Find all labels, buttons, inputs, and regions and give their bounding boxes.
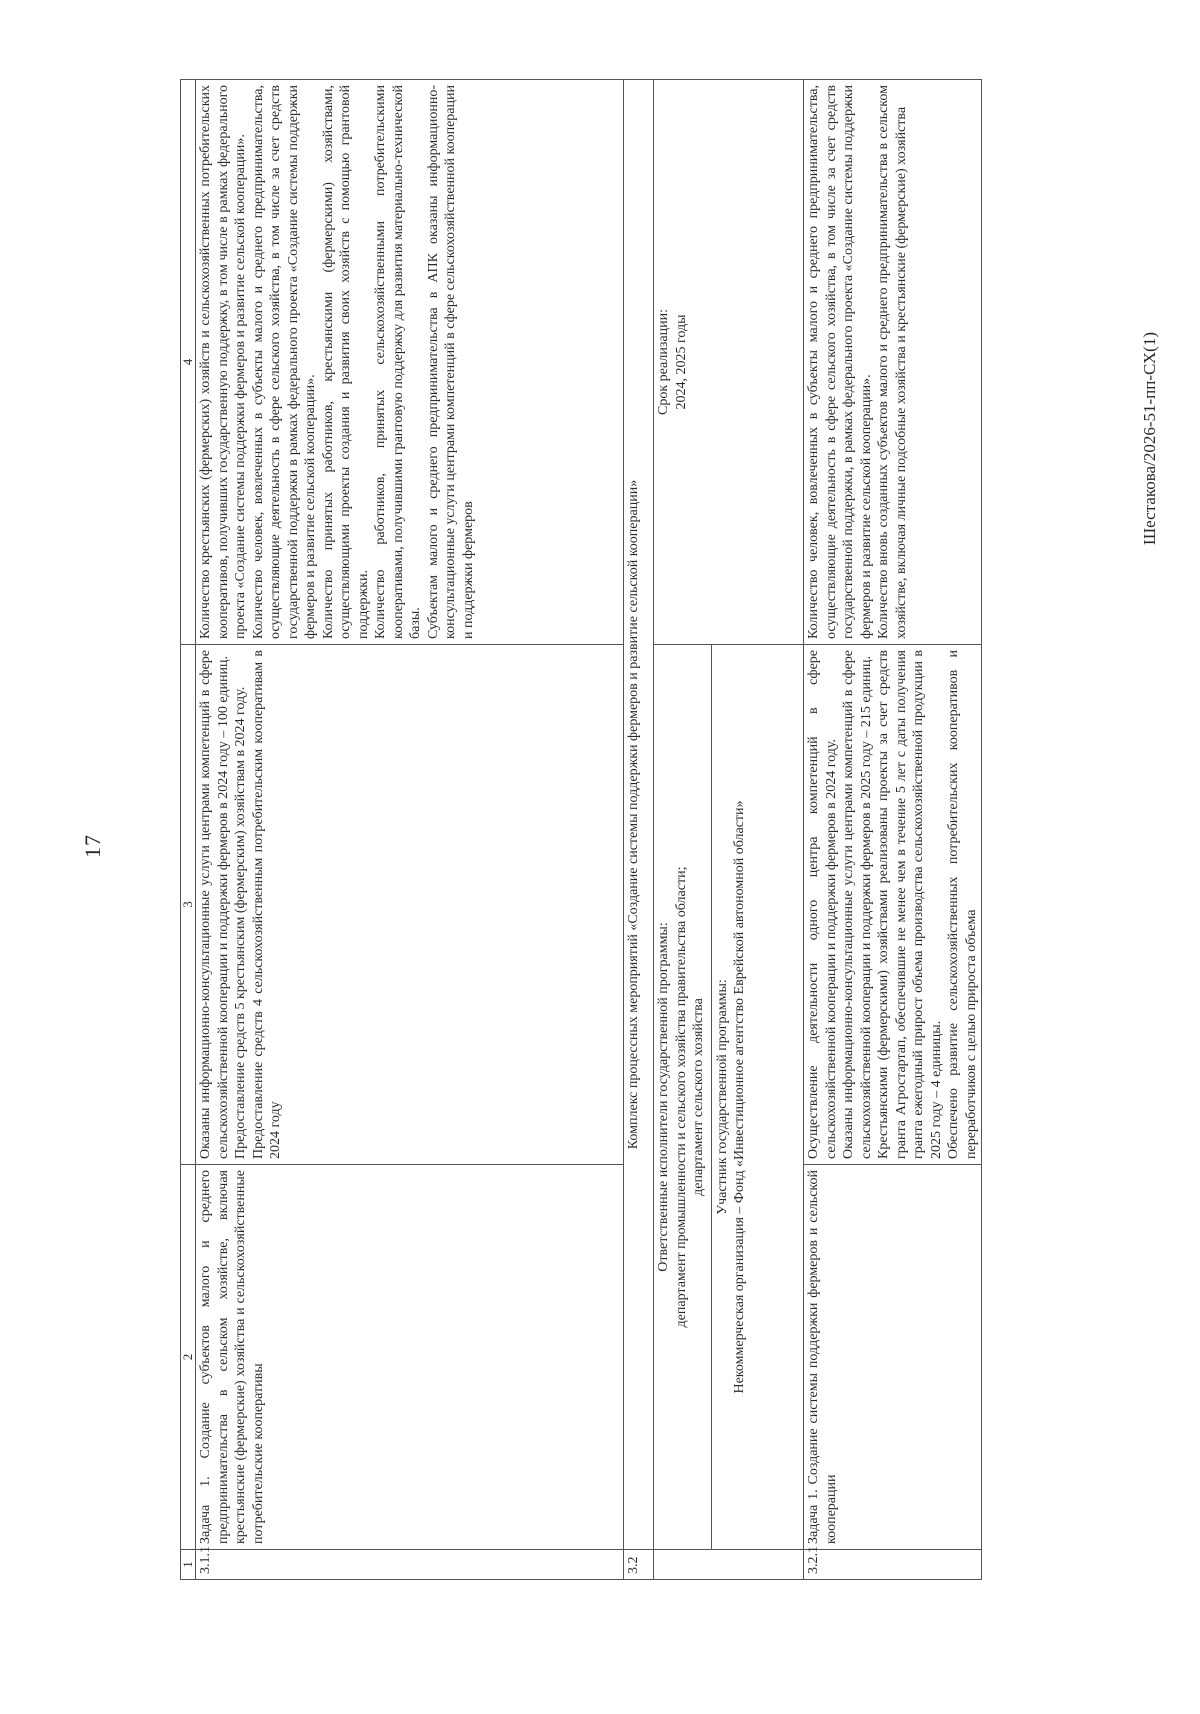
column-header-1: 1 bbox=[181, 1550, 196, 1580]
period-value: 2024, 2025 годы bbox=[673, 314, 689, 410]
responsible-dept-2: департамент сельского хозяйства bbox=[691, 998, 706, 1196]
row-number: 3.2.1 bbox=[804, 1550, 982, 1580]
responsible-label: Ответственные исполнители государственной программы: bbox=[656, 922, 671, 1272]
task-text: Задача 1. Создание системы поддержки фермеров и сельской кооперации bbox=[806, 1170, 839, 1544]
row-number: 3.1.1 bbox=[196, 1550, 624, 1580]
table-row-responsible bbox=[654, 80, 804, 1580]
responsible-dept-1: департамент промышленности и сельского хозяйства правительства области; bbox=[673, 866, 689, 1328]
result-item: Оказаны информационно-консультационные услуги центрами компетенций в сфере сельскохозяйственной кооперации и поддержки фермеров в 2024 году – 100 единиц. bbox=[198, 650, 231, 1159]
indicator-item: Количество работников, принятых сельскохозяйственными потребительскими кооперативами, получившими грантовую поддержку для развития материально-технической базы. bbox=[373, 85, 423, 639]
result-item: Оказаны информационно-консультационные услуги центрами компетенций в сфере сельскохозяйственной кооперации и поддержки фермеров в 2025 году – 215 единиц. bbox=[841, 650, 874, 1159]
task-cell bbox=[196, 1165, 624, 1550]
indicators-cell bbox=[196, 80, 624, 645]
complex-title: Комплекс процессных мероприятий «Создание системы поддержки фермеров и развитие сельской кооперации» bbox=[624, 80, 654, 1550]
results-cell bbox=[196, 645, 624, 1165]
period-label: Срок реализации: bbox=[656, 309, 671, 415]
divider bbox=[711, 645, 712, 1549]
indicator-item: Количество человек, вовлеченных в субъекты малого и среднего предпринимательства, осуществляющие деятельность в сфере сельского хозяйства, в том числе за счет средств государственной поддержки в рамках федерального проекта «Создание системы поддержки фермеров и развитие сельской кооперации». bbox=[250, 85, 318, 639]
indicator-item: Количество крестьянских (фермерских) хозяйств и сельскохозяйственных потребительских кооперативов, получивших государственную поддержку, в том числе в рамках федерального проекта «Создание системы поддержки фермеров и развитие сельской кооперации». bbox=[198, 85, 248, 639]
indicators-cell bbox=[804, 80, 982, 645]
column-header-2: 2 bbox=[181, 1165, 196, 1550]
empty-cell bbox=[654, 1550, 804, 1580]
row-number: 3.2 bbox=[624, 1550, 654, 1580]
table-row-3-2 bbox=[624, 80, 654, 1580]
column-header-4: 4 bbox=[181, 80, 196, 645]
indicator-item: Количество человек, вовлеченных в субъекты малого и среднего предпринимательства, осуществляющие деятельность в сфере сельского хозяйства, в том числе за счет средств государственной поддержки, в рамках федерального проекта «Создание системы поддержки фермеров и развитие сельской кооперации». bbox=[806, 85, 874, 639]
participant-label: Участник государственной программы: bbox=[714, 979, 730, 1215]
column-header-3: 3 bbox=[181, 645, 196, 1165]
result-item: Обеспечено развитие сельскохозяйственных потребительских кооперативов и переработчиков с целью прироста объема bbox=[946, 650, 979, 1159]
period-cell bbox=[654, 80, 804, 645]
result-item: Крестьянскими (фермерскими) хозяйствами реализованы проекты за счет средств гранта Агростартап, обеспечившие не менее чем в течение 5 лет с даты получения гранта ежегодный прирост объема производства сельскохозяйственной продукции в 2025 году – 4 единицы. bbox=[876, 650, 944, 1159]
document-code: Шестакова/2026-51-пп-СХ(1) bbox=[1140, 332, 1159, 545]
table-row-3-1-1 bbox=[196, 80, 624, 1580]
task-cell bbox=[804, 1165, 982, 1550]
task-text: Задача 1. Создание субъектов малого и среднего предпринимательства в сельском хозяйстве, включая крестьянские (фермерские) хозяйства и сельскохозяйственные потребительские кооперативы bbox=[198, 1170, 266, 1544]
result-item: Предоставление средств 5 крестьянским (фермерским) хозяйствам в 2024 году. bbox=[233, 686, 248, 1159]
results-cell bbox=[804, 645, 982, 1165]
responsible-cell bbox=[654, 645, 804, 1550]
result-item: Осуществление деятельности одного центра компетенций в сфере сельскохозяйственной кооперации и поддержки фермеров в 2024 году. bbox=[806, 650, 839, 1159]
indicator-item: Количество вновь созданных субъектов малого и среднего предпринимательства в сельском хозяйстве, включая личные подсобные хозяйства и крестьянские (фермерские) хозяйства bbox=[876, 85, 909, 639]
rotated-table-wrapper bbox=[180, 80, 1055, 1580]
indicator-item: Субъектам малого и среднего предпринимательства в АПК оказаны информационно-консультационные услуги центрами компетенций в сфере сельскохозяйственной кооперации и поддержки фермеров bbox=[425, 85, 476, 639]
program-table bbox=[180, 79, 982, 1580]
table-row-3-2-1 bbox=[804, 80, 982, 1580]
page-number: 17 bbox=[80, 834, 105, 858]
column-number-row bbox=[181, 80, 196, 1580]
participant-name: Некоммерческая организация – Фонд «Инвестиционное агентство Еврейской автономной области» bbox=[732, 800, 747, 1394]
result-item: Предоставление средств 4 сельскохозяйственным потребительским кооперативам в 2024 году bbox=[250, 650, 283, 1159]
indicator-item: Количество принятых работников, крестьянскими (фермерскими) хозяйствами, осуществляющими проекты создания и развития своих хозяйств с помощью грантовой поддержки. bbox=[320, 85, 371, 639]
